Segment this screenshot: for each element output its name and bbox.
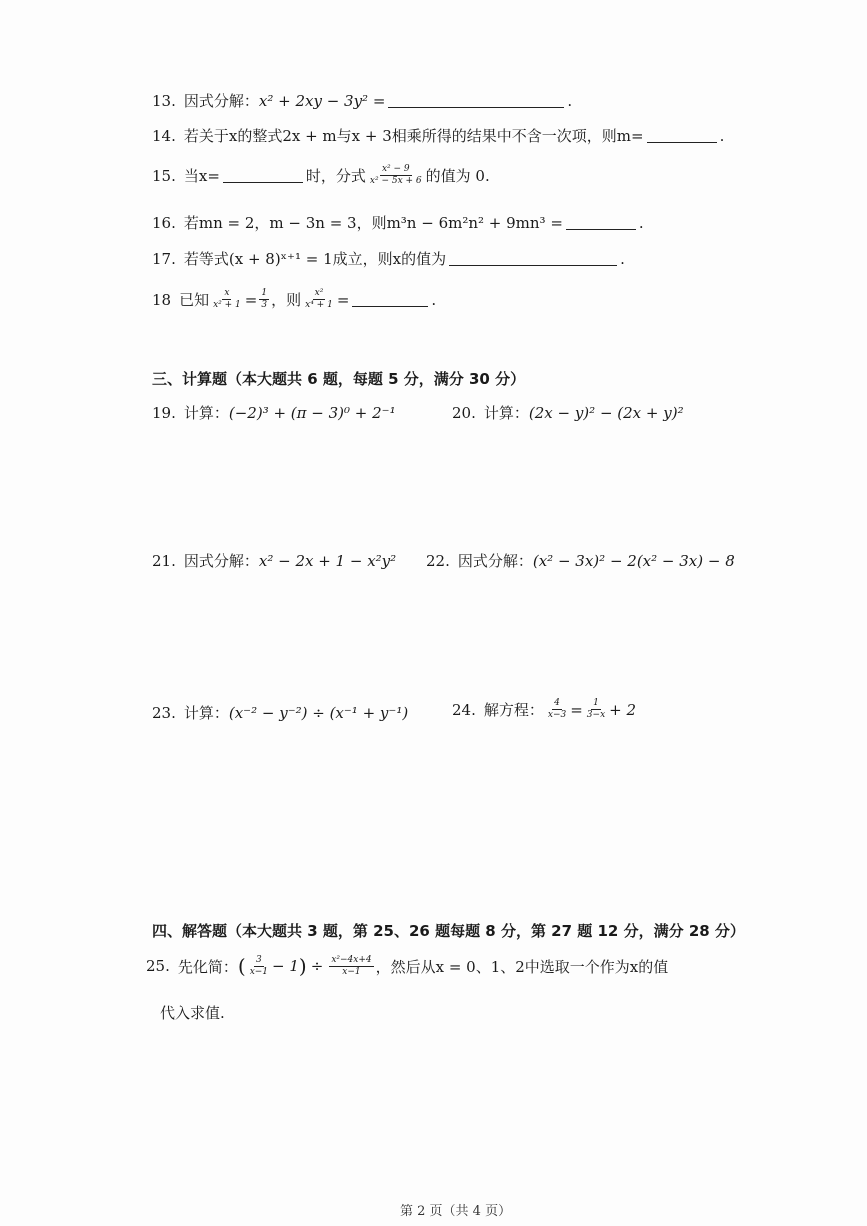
fraction: $\frac{3}{x-1}$ <box>249 954 269 977</box>
question-number: 20. <box>452 403 476 422</box>
answer-blank[interactable] <box>449 251 617 266</box>
question-text: 的值为 0. <box>425 167 490 185</box>
equals-sign: = <box>570 700 583 719</box>
question-number: 13. <box>152 91 176 110</box>
question-number: 19. <box>152 403 176 422</box>
question-13: 13. 因式分解： x² + 2xy − 3y² = . <box>152 91 573 110</box>
question-number: 17. <box>152 249 176 268</box>
question-25 <box>146 954 668 978</box>
question-18: 18 已知 $\frac{x}{\text{x² + 1}}$ = $\frac{1}{3}$ ，则 $\frac{\text{x²}}{\text{x⁴ + 1}}$ = . <box>152 288 437 310</box>
question-text: 若等式(x + 8)ˣ⁺¹ = 1成立，则x的值为 <box>183 250 447 268</box>
question-text: ，则 <box>271 291 302 309</box>
question-number: 21. <box>152 551 176 570</box>
page-footer: 第 2 页（共 4 页） <box>400 1204 512 1219</box>
math-expression: + 2 <box>609 700 637 719</box>
math-expression: (x⁻² − y⁻²) ÷ (x⁻¹ + y⁻¹) <box>228 703 409 722</box>
question-text: 计算： <box>183 404 229 422</box>
fraction: $\frac{\text{x²}}{\text{x⁴ + 1}}$ <box>305 288 333 310</box>
question-number: 15. <box>152 166 176 185</box>
question-number: 14. <box>152 126 176 145</box>
answer-blank[interactable] <box>647 128 717 143</box>
question-16: 16. 若mn = 2，m − 3n = 3，则m³n − 6m²n² + 9mn³ = . <box>152 213 644 232</box>
question-text: 若关于x的整式2x + m与x + 3相乘所得的结果中不含一次项，则m= <box>183 127 644 145</box>
math-expression: x² − 2x + 1 − x²y² <box>258 551 397 570</box>
question-21 <box>152 550 396 571</box>
question-text: 时，分式 <box>305 167 366 185</box>
question-text: 因式分解： <box>457 552 533 570</box>
question-number: 16. <box>152 213 176 232</box>
question-number: 18 <box>152 290 172 309</box>
question-14: 14. 若关于x的整式2x + m与x + 3相乘所得的结果中不含一次项，则m= . <box>152 126 725 145</box>
question-text: 已知 <box>179 291 210 309</box>
math-expression: (−2)³ + (π − 3)⁰ + 2⁻¹ <box>228 403 396 422</box>
question-number: 24. <box>452 700 476 719</box>
math-expression: x² + 2xy − 3y² = <box>258 91 386 110</box>
fraction: $\frac{\text{x² − 9}}{\text{x² − 5x + 6}}$ <box>369 164 422 186</box>
question-15 <box>152 164 490 187</box>
question-text: 当x= <box>183 167 220 185</box>
section-heading-3: 三、计算题（本大题共 6 题，每题 5 分，满分 30 分） <box>152 370 526 388</box>
question-25-continued <box>160 1002 225 1023</box>
left-paren: ( <box>237 954 246 978</box>
answer-blank[interactable] <box>566 215 636 230</box>
question-number: 23. <box>152 703 176 722</box>
math-expression: (2x − y)² − (2x + y)² <box>528 403 684 422</box>
answer-blank[interactable] <box>223 168 303 183</box>
question-text: 代入求值. <box>160 1004 225 1022</box>
question-19 <box>152 402 396 423</box>
equals-sign: = <box>244 290 258 309</box>
question-17: 17. 若等式(x + 8)ˣ⁺¹ = 1成立，则x的值为 . <box>152 249 625 268</box>
fraction: $\frac{\text{x²−4x+4}}{x-1}$ <box>331 954 372 977</box>
answer-blank[interactable] <box>388 93 564 108</box>
section-heading-4: 四、解答题（本大题共 3 题，第 25、26 题每题 8 分，第 27 题 12 分，满分 28 分） <box>152 922 745 940</box>
math-expression: (x² − 3x)² − 2(x² − 3x) − 8 <box>532 551 735 570</box>
divide-sign: ÷ <box>310 957 324 975</box>
question-20 <box>452 402 684 423</box>
question-number: 22. <box>426 551 450 570</box>
question-text: 解方程： <box>483 701 544 719</box>
question-text: 因式分解： <box>183 552 259 570</box>
question-text: 因式分解： <box>183 92 259 110</box>
right-paren: ) <box>298 954 307 978</box>
question-24 <box>452 698 636 721</box>
answer-blank[interactable] <box>352 292 428 307</box>
question-number: 25. <box>146 957 170 975</box>
fraction: $\frac{1}{3}$ <box>261 288 268 310</box>
fraction: $\frac{1}{3-x}$ <box>586 698 606 720</box>
question-text: 计算： <box>483 404 529 422</box>
fraction: $\frac{4}{x-3}$ <box>547 698 567 720</box>
question-22 <box>426 550 735 571</box>
question-text: 先化简： <box>177 957 238 976</box>
equals-sign: = <box>336 290 350 309</box>
question-text: 计算： <box>183 704 229 722</box>
math-expression: − 1 <box>272 957 299 975</box>
fraction: $\frac{x}{\text{x² + 1}}$ <box>213 288 241 310</box>
question-text: ，然后从x = 0、1、2中选取一个作为x的值 <box>375 957 669 976</box>
question-text: 若mn = 2，m − 3n = 3，则m³n − 6m²n² + 9mn³ = <box>183 214 563 232</box>
question-23 <box>152 702 408 723</box>
